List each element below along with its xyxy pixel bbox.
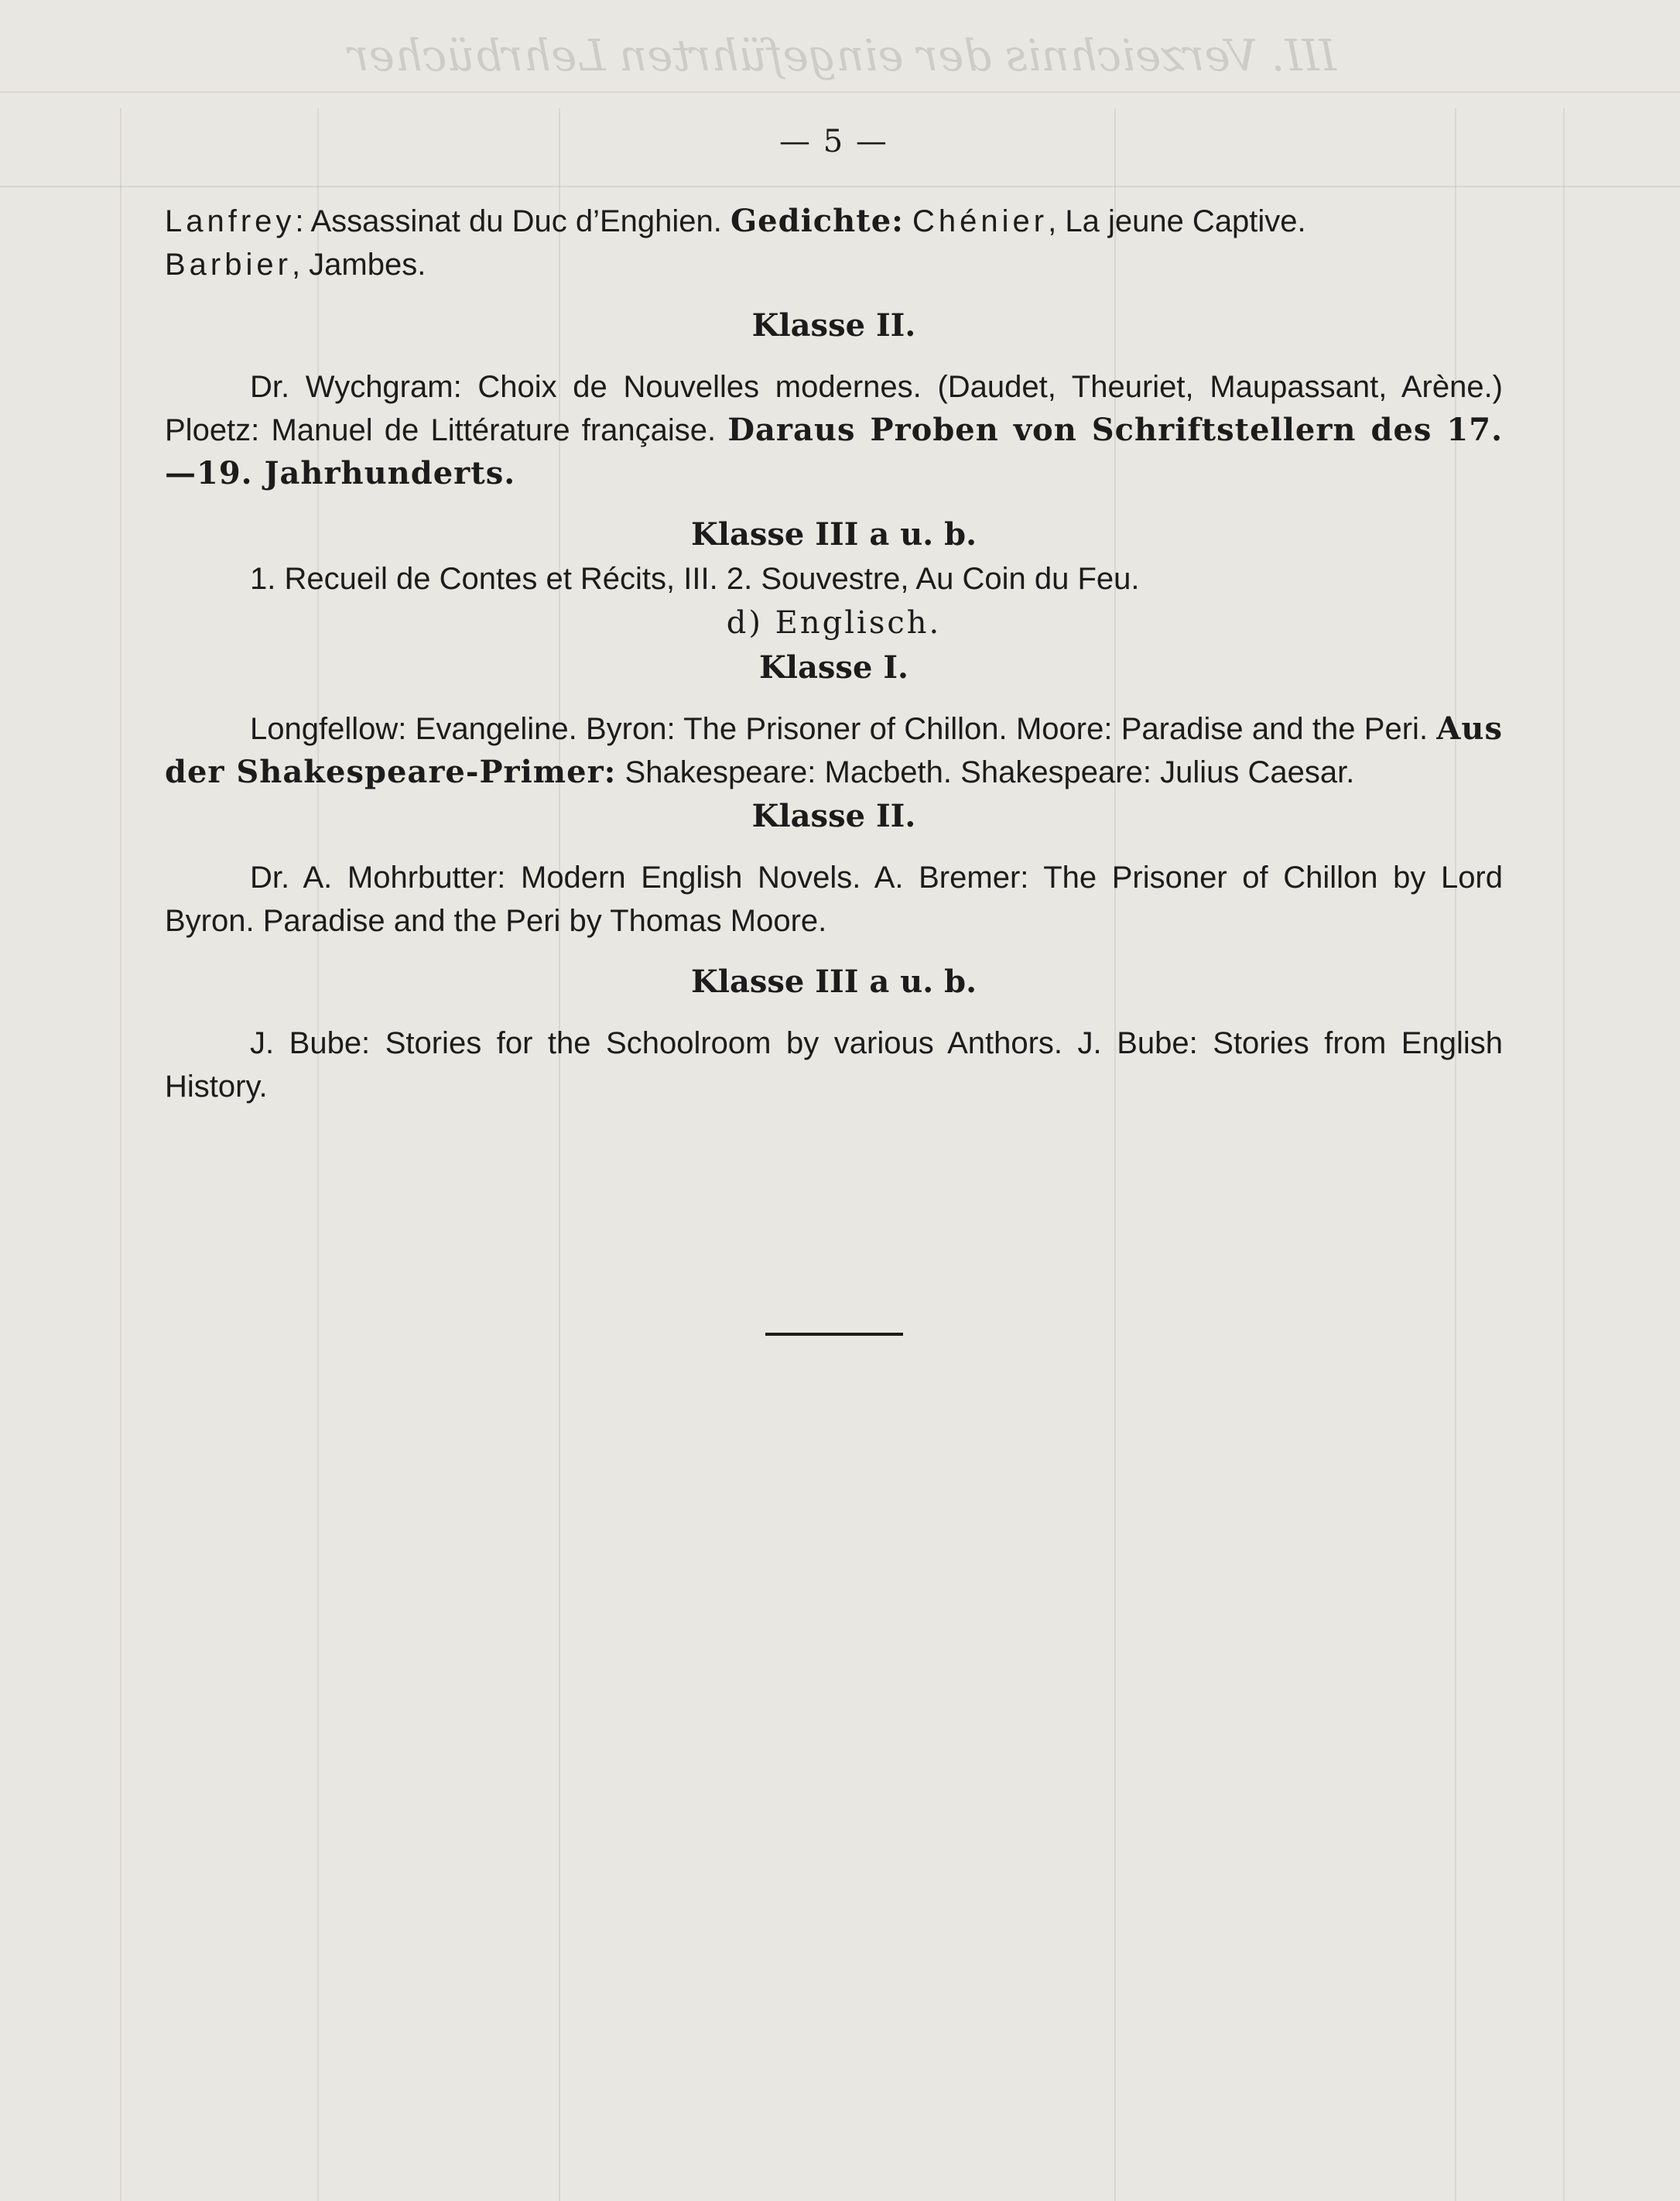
author-chenier: Chénier: [912, 204, 1049, 238]
english-klasse-1-heading: Klasse I.: [759, 649, 908, 686]
intro-paragraph: [165, 200, 1503, 286]
english-klasse-2-heading: Klasse II.: [751, 798, 916, 834]
author-lanfrey: Lanfrey: [165, 204, 296, 238]
english-klasse-1-text: [165, 707, 1503, 794]
french-klasse-3-heading: Klasse III a u. b.: [690, 516, 977, 553]
document-page: [165, 124, 1503, 1336]
english-klasse-2-text: Dr. A. Mohrbutter: Modern English Novels. A. Bremer: The Prisoner of Chillon by Lord Byron. Paradise and the Peri by Thomas Moore.: [165, 861, 1503, 938]
work-jeune-captive: , La jeune Captive.: [1048, 204, 1306, 238]
english-klasse-1-books-a: Longfellow: Evangeline. Byron: The Prisoner of Chillon. Moore: Paradise and the Peri.: [250, 712, 1429, 746]
french-klasse-2-note: Daraus Proben von Schriftstellern des 17.—19. Jahrhunderts.: [165, 412, 1503, 491]
english-klasse-1-books-b: Shakespeare: Macbeth. Shakespeare: Julius Caesar.: [624, 755, 1355, 789]
page-number: — 5 —: [779, 124, 888, 159]
work-assassinat: : Assassinat du Duc d’Enghien.: [295, 204, 722, 238]
bleed-through-title: III. Verzeichnis der eingeführten Lehrbücher: [348, 31, 1336, 81]
english-klasse-1-primer-label: Aus der Shakespeare-Primer:: [165, 710, 1503, 790]
author-barbier: Barbier: [165, 248, 292, 282]
english-klasse-3-text: J. Bube: Stories for the Schoolroom by various Anthors. J. Bube: Stories from English History.: [165, 1026, 1503, 1104]
english-klasse-3-heading: Klasse III a u. b.: [690, 964, 977, 1000]
work-jambes: , Jambes.: [291, 248, 426, 282]
label-gedichte: Gedichte:: [731, 203, 904, 239]
french-klasse-2-books: Dr. Wychgram: Choix de Nouvelles modernes. (Daudet, Theuriet, Maupassant, Arène.) Ploetz: Manuel de Littérature française.: [165, 370, 1503, 447]
french-klasse-3-text: 1. Recueil de Contes et Récits, III. 2. Souvestre, Au Coin du Feu.: [250, 562, 1140, 596]
section-end-rule: [765, 1333, 903, 1336]
french-klasse-2-text: [165, 365, 1503, 495]
french-klasse-2-heading: Klasse II.: [751, 307, 916, 344]
english-section-heading: d) Englisch.: [726, 605, 942, 641]
